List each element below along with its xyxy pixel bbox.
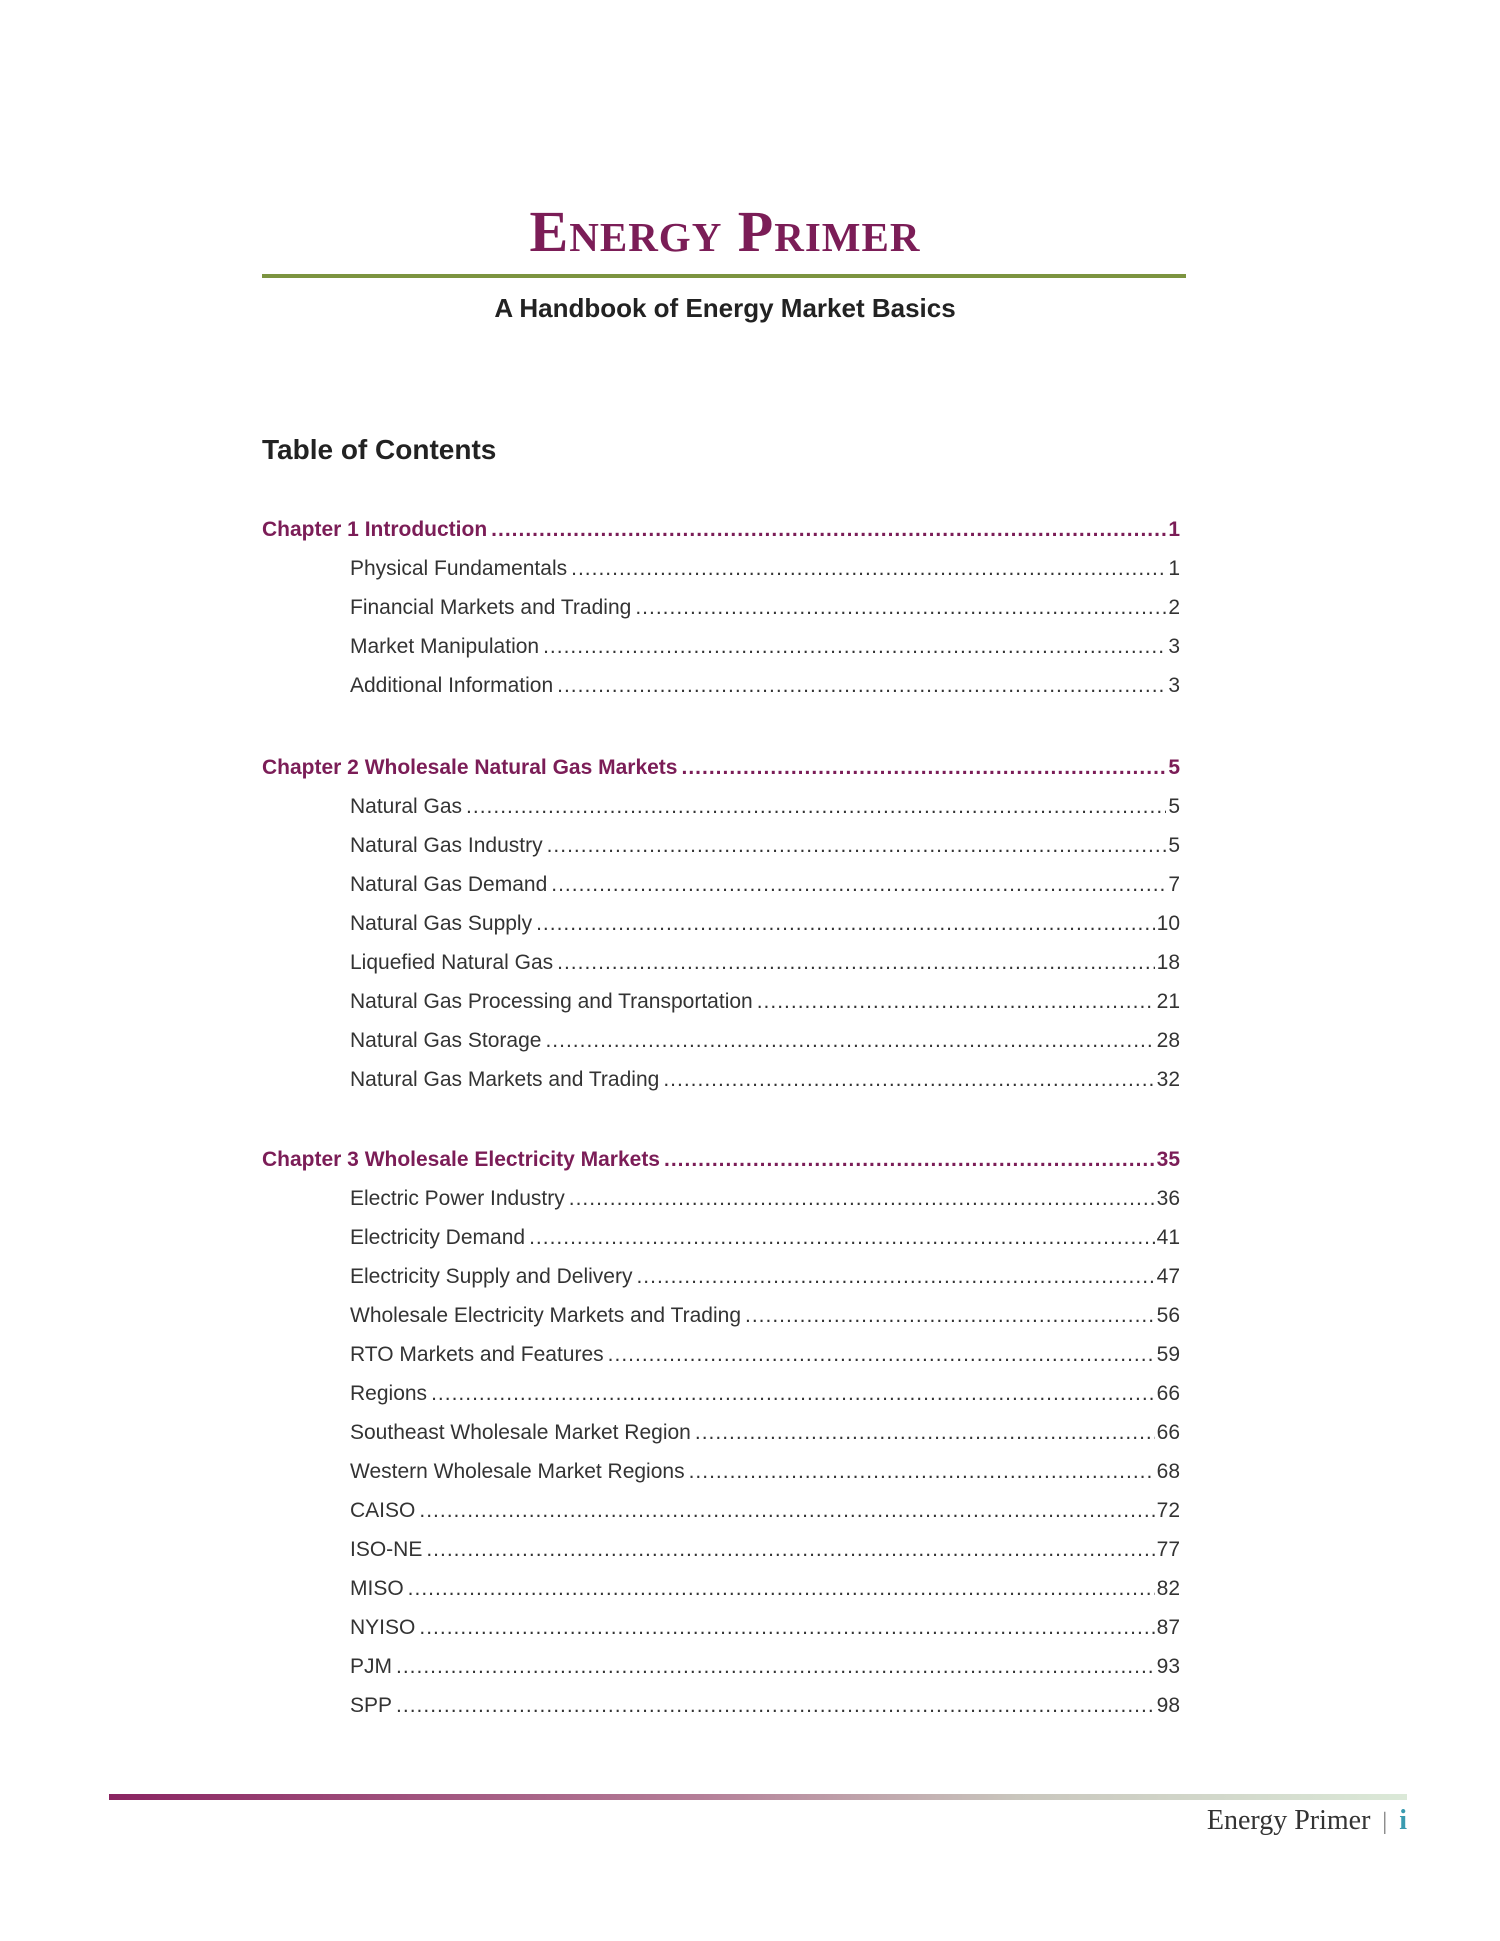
- toc-page-number: 1: [1168, 557, 1180, 580]
- toc-entry-label: Natural Gas Industry: [350, 834, 543, 857]
- toc-entry-row[interactable]: [262, 834, 1180, 873]
- toc-heading: Table of Contents: [262, 434, 497, 465]
- dot-leader: [431, 1382, 1155, 1406]
- toc-page-number: 5: [1168, 756, 1180, 779]
- toc-entry-row[interactable]: [262, 674, 1180, 713]
- toc-entry-label: Chapter 3 Wholesale Electricity Markets: [262, 1148, 660, 1171]
- toc-page-number: 82: [1156, 1577, 1180, 1600]
- toc-page-number: 68: [1156, 1460, 1180, 1483]
- dot-leader: [664, 1148, 1155, 1172]
- toc-entry-row[interactable]: [262, 596, 1180, 635]
- toc-page-number: 59: [1156, 1343, 1180, 1366]
- toc-page-number: 35: [1156, 1148, 1180, 1171]
- dot-leader: [529, 1226, 1155, 1250]
- toc-entry-row[interactable]: [262, 1068, 1180, 1107]
- toc-page-number: 21: [1156, 990, 1180, 1013]
- toc-page-number: 5: [1168, 834, 1180, 857]
- toc-page-number: 5: [1168, 795, 1180, 818]
- toc-chapter-3: [262, 1148, 1180, 1733]
- dot-leader: [635, 596, 1166, 620]
- toc-page-number: 7: [1168, 873, 1180, 896]
- dot-leader: [571, 557, 1166, 581]
- dot-leader: [543, 635, 1166, 659]
- dot-leader: [745, 1304, 1155, 1328]
- dot-leader: [681, 756, 1166, 780]
- toc-entry-label: Liquefied Natural Gas: [350, 951, 554, 974]
- dot-leader: [536, 912, 1155, 936]
- toc-page-number: 1: [1168, 518, 1180, 541]
- toc-page-number: 18: [1156, 951, 1180, 974]
- toc-entry-row[interactable]: [262, 873, 1180, 912]
- toc-entry-label: Natural Gas Markets and Trading: [350, 1068, 660, 1091]
- toc-entry-row[interactable]: [262, 912, 1180, 951]
- dot-leader: [757, 990, 1155, 1014]
- toc-entry-label: MISO: [350, 1577, 404, 1600]
- dot-leader: [608, 1343, 1155, 1367]
- toc-page-number: 3: [1168, 635, 1180, 658]
- dot-leader: [663, 1068, 1154, 1092]
- toc-entry-row[interactable]: [262, 1460, 1180, 1499]
- toc-entry-label: RTO Markets and Features: [350, 1343, 604, 1366]
- toc-chapter-2: [262, 756, 1180, 1107]
- toc-entry-row[interactable]: [262, 1421, 1180, 1460]
- toc-entry-row[interactable]: [262, 1343, 1180, 1382]
- footer-title: Energy Primer: [1206, 1805, 1371, 1836]
- dot-leader: [491, 518, 1166, 542]
- toc-page-number: 98: [1156, 1694, 1180, 1717]
- toc-entry-label: Wholesale Electricity Markets and Trading: [350, 1304, 741, 1327]
- toc-page-number: 36: [1156, 1187, 1180, 1210]
- dot-leader: [396, 1694, 1155, 1718]
- toc-page-number: 66: [1156, 1382, 1180, 1405]
- toc-entry-label: Natural Gas Supply: [350, 912, 533, 935]
- dot-leader: [551, 873, 1166, 897]
- toc-page-number: 56: [1156, 1304, 1180, 1327]
- toc-entry-label: Natural Gas Processing and Transportation: [350, 990, 753, 1013]
- toc-page-number: 47: [1156, 1265, 1180, 1288]
- toc-entry-row[interactable]: [262, 1616, 1180, 1655]
- toc-entry-row[interactable]: [262, 1304, 1180, 1343]
- toc-entry-label: CAISO: [350, 1499, 416, 1522]
- document-subtitle: A Handbook of Energy Market Basics: [494, 293, 956, 323]
- toc-entry-label: Natural Gas: [350, 795, 463, 818]
- toc-entry-label: Regions: [350, 1382, 428, 1405]
- toc-entry-row[interactable]: [262, 1499, 1180, 1538]
- toc-entry-row[interactable]: [262, 1382, 1180, 1421]
- toc-page-number: 28: [1156, 1029, 1180, 1052]
- toc-entry-row[interactable]: [262, 951, 1180, 990]
- toc-page-number: 87: [1156, 1616, 1180, 1639]
- toc-entry-row[interactable]: [262, 1265, 1180, 1304]
- dot-leader: [557, 951, 1155, 975]
- toc-entry-label: Natural Gas Storage: [350, 1029, 542, 1052]
- toc-chapter-row[interactable]: [262, 518, 1180, 557]
- toc-chapter-row[interactable]: [262, 756, 1180, 795]
- toc-entry-row[interactable]: [262, 990, 1180, 1029]
- document-title: Energy Primer: [529, 199, 921, 264]
- toc-entry-label: Financial Markets and Trading: [350, 596, 632, 619]
- dot-leader: [419, 1499, 1154, 1523]
- dot-leader: [636, 1265, 1154, 1289]
- dot-leader: [466, 795, 1166, 819]
- footer-separator: |: [1382, 1809, 1388, 1835]
- dot-leader: [569, 1187, 1155, 1211]
- dot-leader: [396, 1655, 1155, 1679]
- toc-entry-label: Electricity Supply and Delivery: [350, 1265, 633, 1288]
- toc-page-number: 41: [1156, 1226, 1180, 1249]
- dot-leader: [408, 1577, 1155, 1601]
- toc-page-number: 32: [1156, 1068, 1180, 1091]
- toc-entry-row[interactable]: [262, 635, 1180, 674]
- toc-entry-label: SPP: [350, 1694, 393, 1717]
- page-footer: [1207, 1805, 1407, 1837]
- footer-divider: [109, 1794, 1407, 1800]
- toc-entry-label: PJM: [350, 1655, 392, 1678]
- toc-entry-label: Additional Information: [350, 674, 554, 697]
- toc-page-number: 10: [1156, 912, 1180, 935]
- dot-leader: [547, 834, 1167, 858]
- toc-entry-row[interactable]: [262, 557, 1180, 596]
- toc-entry-label: Chapter 1 Introduction: [262, 518, 488, 541]
- dot-leader: [557, 674, 1166, 698]
- toc-entry-label: Southeast Wholesale Market Region: [350, 1421, 691, 1444]
- toc-entry-row[interactable]: [262, 1538, 1180, 1577]
- toc-entry-label: Electricity Demand: [350, 1226, 526, 1249]
- toc-entry-row[interactable]: [262, 1694, 1180, 1733]
- toc-entry-row[interactable]: [262, 1187, 1180, 1226]
- toc-chapter-1: [262, 518, 1180, 713]
- toc-page-number: 93: [1156, 1655, 1180, 1678]
- toc-page-number: 66: [1156, 1421, 1180, 1444]
- dot-leader: [426, 1538, 1154, 1562]
- dot-leader: [695, 1421, 1155, 1445]
- toc-entry-row[interactable]: [262, 1577, 1180, 1616]
- title-divider: [262, 274, 1186, 278]
- toc-entry-label: ISO-NE: [350, 1538, 423, 1561]
- dot-leader: [689, 1460, 1155, 1484]
- toc-entry-row[interactable]: [262, 1655, 1180, 1694]
- toc-entry-label: Natural Gas Demand: [350, 873, 548, 896]
- toc-entry-label: NYISO: [350, 1616, 416, 1639]
- page-number: i: [1399, 1805, 1407, 1836]
- toc-entry-row[interactable]: [262, 1226, 1180, 1265]
- toc-page-number: 77: [1156, 1538, 1180, 1561]
- toc-entry-label: Western Wholesale Market Regions: [350, 1460, 685, 1483]
- toc-entry-row[interactable]: [262, 795, 1180, 834]
- toc-entry-label: Chapter 2 Wholesale Natural Gas Markets: [262, 756, 678, 779]
- toc-entry-row[interactable]: [262, 1029, 1180, 1068]
- dot-leader: [419, 1616, 1154, 1640]
- toc-page-number: 2: [1168, 596, 1180, 619]
- dot-leader: [545, 1029, 1154, 1053]
- toc-page-number: 72: [1156, 1499, 1180, 1522]
- toc-entry-label: Electric Power Industry: [350, 1187, 565, 1210]
- toc-entry-label: Physical Fundamentals: [350, 557, 568, 580]
- toc-entry-label: Market Manipulation: [350, 635, 540, 658]
- toc-chapter-row[interactable]: [262, 1148, 1180, 1187]
- toc-page-number: 3: [1168, 674, 1180, 697]
